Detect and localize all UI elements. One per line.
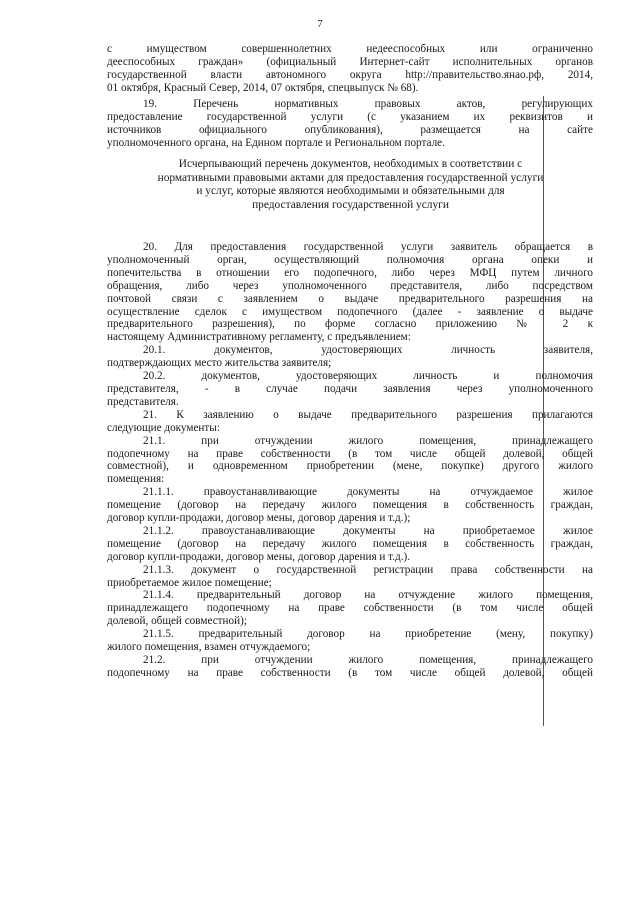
body-line: уполномоченный орган, осуществляющий полномочия органа опеки и — [107, 253, 593, 266]
heading-line: предоставления государственной услуги — [252, 198, 449, 211]
body-line: 20.1. документов, удостоверяющих личность заявителя, — [143, 344, 593, 357]
body-line: следующие документы: — [107, 421, 220, 434]
heading-line: и услуг, которые являются необходимыми и обязательными для — [196, 185, 505, 198]
body-text — [107, 241, 593, 680]
section-heading — [118, 158, 583, 212]
body-line: 20. Для предоставления государственной услуги заявитель обращается в — [143, 241, 593, 253]
body-line: 21.1.2. правоустанавливающие документы на приобретаемое жилое — [143, 524, 593, 537]
body-line: попечительства в отношении его подопечного, либо через МФЦ путем личного — [107, 266, 593, 279]
intro-line: дееспособных граждан» (официальный Интернет-сайт исполнительных органов — [107, 55, 593, 68]
body-line: подопечному на праве собственности (в том числе общей долевой, общей — [107, 447, 593, 460]
body-line: долевой, общей совместной); — [107, 615, 247, 628]
body-line: 21.1.4. предварительный договор на отчуждение жилого помещения, — [143, 589, 593, 602]
p19-line: 19. Перечень нормативных правовых актов, регулирующих — [143, 98, 593, 110]
body-line: настоящему Административному регламенту, с предъявлением: — [107, 331, 411, 344]
p19-line: источников официального опубликования), размещается на сайте — [107, 123, 593, 136]
heading-line: Исчерпывающий перечень документов, необходимых в соответствии с — [178, 158, 523, 170]
body-line: 21.1.1. правоустанавливающие документы на отчуждаемое жилое — [143, 486, 593, 499]
body-line: обращения, либо через уполномоченного представителя, либо посредством — [107, 279, 593, 292]
intro-line: с имуществом совершеннолетних недееспособных или ограниченно — [107, 43, 593, 55]
body-line: предварительного разрешения), по форме согласно приложению № 2 к — [107, 318, 593, 331]
body-line: принадлежащего подопечному на праве собственности (в том числе общей — [107, 602, 593, 615]
body-line: представителя, - в случае подачи заявления через уполномоченного — [107, 382, 593, 395]
body-line: договор купли-продажи, договор мены, договор дарения и т.д.); — [107, 512, 411, 525]
paragraph-19 — [107, 98, 593, 150]
body-line: почтовой связи с заявлением о выдаче предварительного разрешения на — [107, 292, 593, 305]
intro-line: 01 октября, Красный Север, 2014, 07 октября, спецвыпуск № 68). — [107, 81, 419, 94]
body-line: совместной), и одновременном приобретении (мене, покупке) другого жилого — [107, 460, 593, 473]
body-line: приобретаемое жилое помещение; — [107, 576, 272, 589]
body-line: помещения: — [107, 473, 165, 486]
body-line: 21.2. при отчуждении жилого помещения, принадлежащего — [143, 654, 593, 666]
body-line: помещение (договор на передачу жилого помещения в собственность граждан, — [107, 537, 593, 550]
page-number: 7 — [317, 18, 323, 30]
p19-line: уполномоченного органа, на Едином портале и Региональном портале. — [107, 136, 445, 149]
body-line: подтверждающих место жительства заявителя; — [107, 357, 332, 370]
body-line: 20.2. документов, удостоверяющих личность и полномочия — [143, 370, 593, 383]
body-line: 21.1.3. документ о государственной регистрации права собственности на — [143, 563, 593, 576]
body-line: осуществление сделок с имуществом подопечного (далее - заявление о выдаче — [107, 305, 593, 318]
body-line: 21. К заявлению о выдаче предварительного разрешения прилагаются — [143, 408, 593, 421]
body-line: 21.1. при отчуждении жилого помещения, принадлежащего — [143, 434, 593, 447]
body-line: 21.1.5. предварительный договор на приобретение (мену, покупку) — [143, 628, 593, 641]
body-line: договор купли-продажи, договор мены, договор дарения и т.д.). — [107, 550, 411, 563]
body-line: подопечному на праве собственности (в том числе общей долевой, общей — [107, 666, 593, 679]
intro-line: государственной власти автономного округа http://правительство.янао.рф, 2014, — [107, 68, 593, 81]
intro-paragraph — [107, 43, 593, 95]
body-line: помещение (договор на передачу жилого помещения в собственность граждан, — [107, 499, 593, 512]
body-line: жилого помещения, взамен отчуждаемого; — [107, 641, 311, 654]
body-line: представителя. — [107, 395, 179, 408]
heading-line: нормативными правовыми актами для предоставления государственной услуги — [157, 171, 544, 184]
p19-line: предоставление государственной услуги (с указанием их реквизитов и — [107, 110, 593, 123]
